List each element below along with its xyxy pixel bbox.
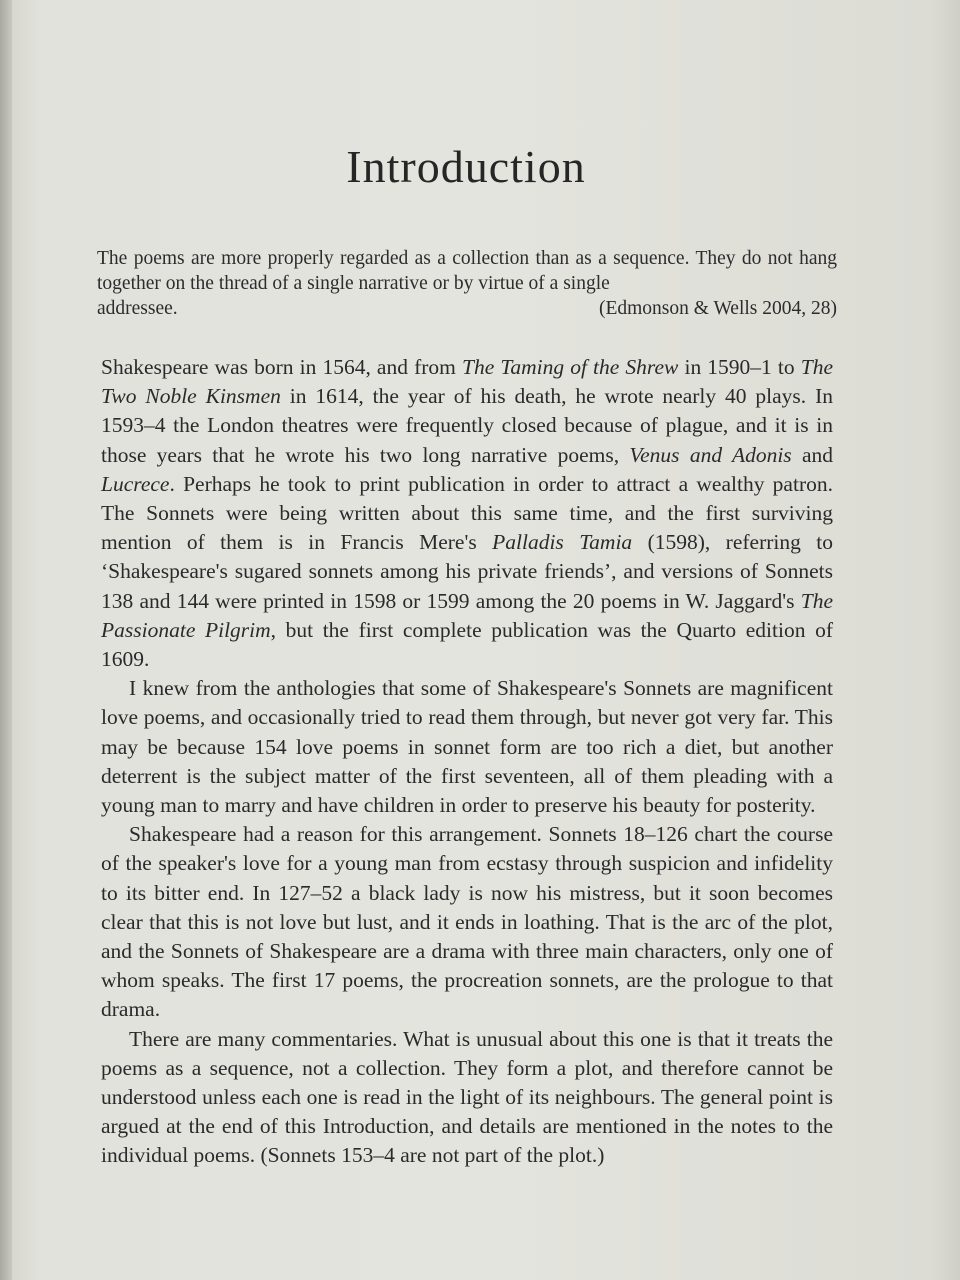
italic-title: The Taming of the Shrew bbox=[462, 355, 679, 379]
text-run: and bbox=[791, 442, 833, 467]
italic-title: The Two Noble Kinsmen bbox=[101, 355, 833, 409]
paragraph-3 bbox=[101, 820, 833, 1024]
text-run: in 1614, the year of his death, he wrote nearly 40 plays. In 1593–4 the London theatres were frequently closed because of plague, and it is in those years that he wrote his two long narrative poems, bbox=[101, 384, 833, 467]
epigraph-last-line bbox=[97, 296, 837, 321]
text-run: , but the first complete publication was the Quarto edition of 1609. bbox=[101, 617, 833, 672]
paragraph-2 bbox=[101, 674, 833, 820]
text-run: . Perhaps he took to print publication in order to attract a wealthy patron. The Sonnets were being written about this same time, and the first surviving mention of them is in Francis Mere's bbox=[101, 471, 833, 555]
body-text bbox=[101, 353, 833, 1171]
text-run: in 1590–1 to bbox=[678, 355, 801, 379]
paragraph-1 bbox=[101, 353, 833, 674]
epigraph-text: The poems are more properly regarded as a collection than as a sequence. They do not hang together on the thread of a single narrative or by virtue of a single bbox=[97, 248, 837, 294]
text-run: Shakespeare was born in 1564, and from bbox=[101, 355, 462, 379]
epigraph-quote bbox=[97, 246, 837, 321]
paragraph-4 bbox=[101, 1025, 833, 1171]
epigraph-citation: (Edmonson & Wells 2004, 28) bbox=[598, 298, 837, 319]
italic-title: Palladis Tamia bbox=[492, 530, 633, 555]
italic-title: Venus and Adonis bbox=[629, 442, 792, 467]
text-run: Shakespeare had a reason for this arrangement. Sonnets 18–126 chart the course of the speaker's love for a young man from ecstasy through suspicion and infidelity to its bitter end. In 127–52 a black lady is now his mistress, but it soon becomes clear that this is not love but lust, and it ends in loathing. That is the arc of the plot, and the Sonnets of Shakespeare are a drama with three main characters, only one of whom speaks. The first 17 poems, the procreation sonnets, are the prologue to that drama. bbox=[101, 822, 833, 1022]
text-run: (1598), referring to ‘Shakespeare's sugared sonnets among his private friends’, and versions of Sonnets 138 and 144 were printed in 1598 or 1599 among the 20 poems in W. Jaggard's bbox=[101, 530, 834, 613]
epigraph-last-word: addressee. bbox=[97, 298, 178, 319]
text-run: There are many commentaries. What is unusual about this one is that it treats the poems as a sequence, not a collection. They form a plot, and therefore cannot be understood unless each one is read in the light of its neighbours. The general point is argued at the end of this Introduction, and details are mentioned in the notes to the individual poems. (Sonnets 153–4 are not part of the plot.) bbox=[101, 1026, 833, 1168]
italic-title: Lucrece bbox=[101, 471, 170, 496]
text-run: I knew from the anthologies that some of Shakespeare's Sonnets are magnificent love poems, and occasionally tried to read them through, but never got very far. This may be because 154 love poems in sonnet form are too rich a diet, but another deterrent is the subject matter of the first seventeen, all of them pleading with a young man to marry and have children in order to preserve his beauty for posterity. bbox=[101, 676, 833, 818]
page-title: Introduction bbox=[346, 141, 586, 192]
italic-title: The Passionate Pilgrim bbox=[101, 588, 833, 642]
